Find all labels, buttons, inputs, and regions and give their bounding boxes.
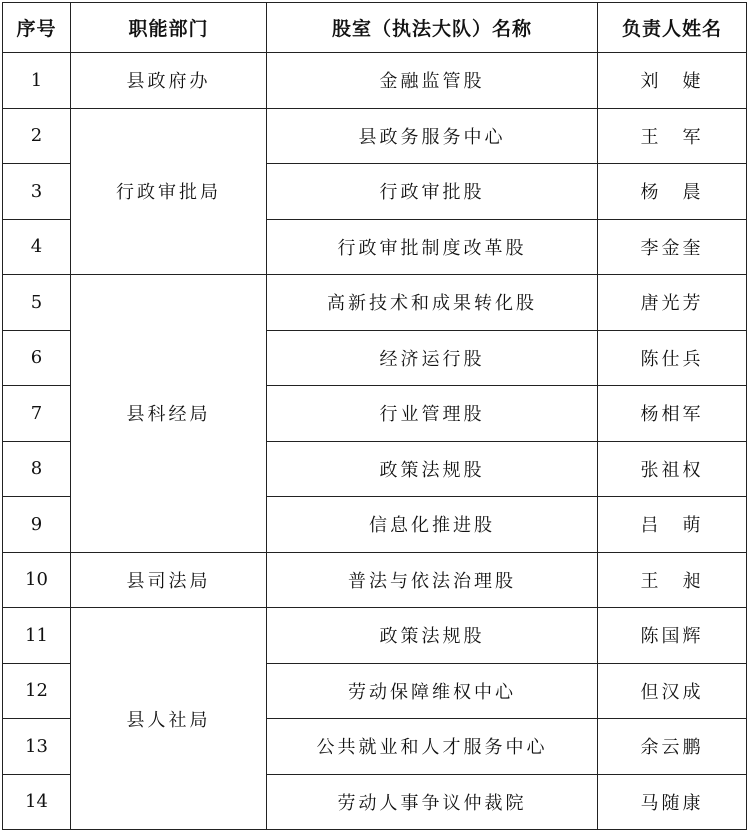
cell-section: 劳动人事争议仲裁院 <box>267 774 598 830</box>
cell-section: 劳动保障维权中心 <box>267 663 598 719</box>
cell-dept: 县人社局 <box>71 608 267 830</box>
cell-dept: 县政府办 <box>71 53 267 109</box>
table-row <box>3 608 747 664</box>
cell-person: 刘 婕 <box>598 53 747 109</box>
cell-section: 信息化推进股 <box>267 497 598 553</box>
header-dept: 职能部门 <box>71 3 267 53</box>
responsibility-table <box>2 2 747 830</box>
cell-section: 行政审批股 <box>267 164 598 220</box>
cell-seq: 8 <box>3 441 71 497</box>
cell-section: 政策法规股 <box>267 441 598 497</box>
table-row <box>3 53 747 109</box>
cell-person: 杨相军 <box>598 386 747 442</box>
cell-dept: 县科经局 <box>71 275 267 553</box>
cell-seq: 1 <box>3 53 71 109</box>
cell-seq: 13 <box>3 719 71 775</box>
table-row <box>3 552 747 608</box>
cell-section: 县政务服务中心 <box>267 108 598 164</box>
cell-seq: 12 <box>3 663 71 719</box>
table-row <box>3 108 747 164</box>
cell-section: 政策法规股 <box>267 608 598 664</box>
header-person: 负责人姓名 <box>598 3 747 53</box>
cell-seq: 9 <box>3 497 71 553</box>
cell-dept: 行政审批局 <box>71 108 267 275</box>
cell-person: 但汉成 <box>598 663 747 719</box>
cell-person: 杨 晨 <box>598 164 747 220</box>
cell-person: 陈国辉 <box>598 608 747 664</box>
cell-section: 行政审批制度改革股 <box>267 219 598 275</box>
cell-seq: 3 <box>3 164 71 220</box>
header-section: 股室（执法大队）名称 <box>267 3 598 53</box>
cell-seq: 7 <box>3 386 71 442</box>
cell-seq: 10 <box>3 552 71 608</box>
cell-seq: 11 <box>3 608 71 664</box>
cell-person: 王 军 <box>598 108 747 164</box>
cell-person: 余云鹏 <box>598 719 747 775</box>
cell-seq: 4 <box>3 219 71 275</box>
cell-section: 经济运行股 <box>267 330 598 386</box>
cell-seq: 14 <box>3 774 71 830</box>
table-header-row <box>3 3 747 53</box>
cell-person: 马随康 <box>598 774 747 830</box>
cell-section: 行业管理股 <box>267 386 598 442</box>
cell-person: 李金奎 <box>598 219 747 275</box>
cell-person: 陈仕兵 <box>598 330 747 386</box>
cell-section: 公共就业和人才服务中心 <box>267 719 598 775</box>
cell-person: 王 昶 <box>598 552 747 608</box>
table-row <box>3 275 747 331</box>
cell-seq: 2 <box>3 108 71 164</box>
cell-section: 高新技术和成果转化股 <box>267 275 598 331</box>
cell-person: 吕 萌 <box>598 497 747 553</box>
cell-seq: 5 <box>3 275 71 331</box>
cell-section: 普法与依法治理股 <box>267 552 598 608</box>
header-seq: 序号 <box>3 3 71 53</box>
cell-person: 张祖权 <box>598 441 747 497</box>
cell-person: 唐光芳 <box>598 275 747 331</box>
cell-seq: 6 <box>3 330 71 386</box>
table-body <box>3 53 747 830</box>
cell-section: 金融监管股 <box>267 53 598 109</box>
cell-dept: 县司法局 <box>71 552 267 608</box>
